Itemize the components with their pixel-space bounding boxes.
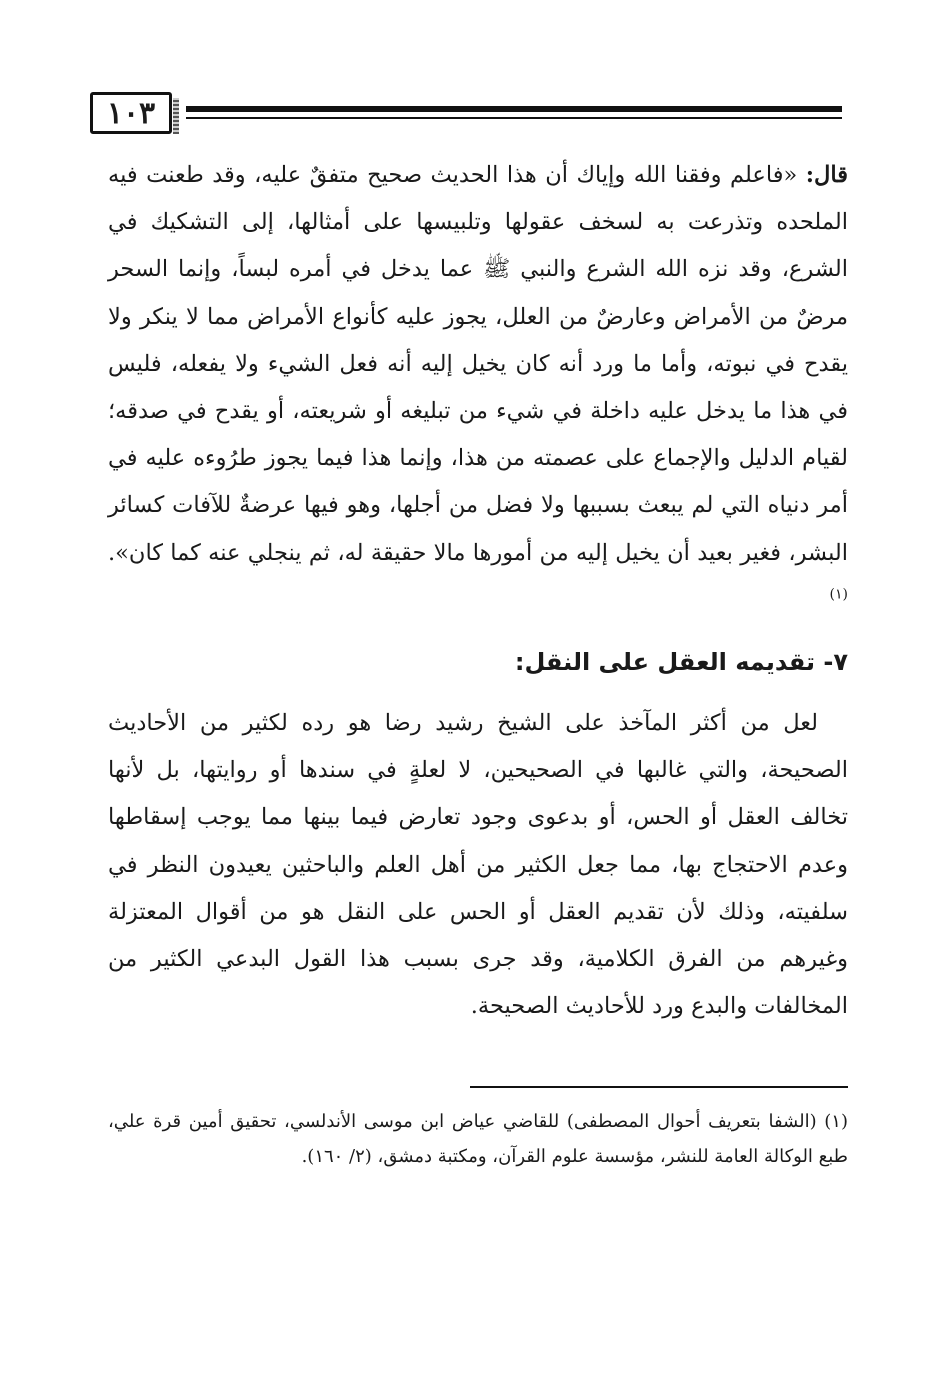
page-header: [90, 92, 842, 142]
paragraph-quote: [108, 152, 848, 624]
page-number: ١٠٣: [90, 92, 172, 134]
header-rule-thick: [186, 106, 842, 112]
paragraph-quote-text: «فاعلم وفقنا الله وإياك أن هذا الحديث صحيح متفقٌ عليه، وقد طعنت فيه الملحده وتذرعت به لسخف عقولها وتلبيسها على أمثالها، إلى التشكيك في الشرع، وقد نزه الله الشرع والنبي ﷺ عما يدخل في أمره لبساً، وإنما السحر مرضٌ من الأمراض وعارضٌ من العلل، يجوز عليه كأنواع الأمراض مما لا ينكر ولا يقدح في نبوته، وأما ما ورد أنه كان يخيل إليه أنه فعل الشيء ولا يفعله، فليس في هذا ما يدخل عليه داخلة في شيء من تبليغه أو شريعته، أو يقدح في صدقه؛ لقيام الدليل والإجماع على عصمته من هذا، وإنما هذا فيما يجوز طرُوءه عليه في أمر دنياه التي لم يبعث بسببها ولا فضل من أجلها، وهو فيها عرضةٌ للآفات كسائر البشر، فغير بعيد أن يخيل إليه من أمورها مالا حقيقة له، ثم ينجلي عنه كما كان».: [108, 162, 848, 566]
paragraph-lead: قال:: [805, 162, 848, 188]
main-text: [108, 152, 848, 1030]
footnote-separator: [470, 1086, 848, 1088]
paragraph-body: لعل من أكثر المآخذ على الشيخ رشيد رضا هو رده لكثير من الأحاديث الصحيحة، والتي غالبها في الصحيحين، لا لعلةٍ في سندها أو روايتها، بل لأنها تخالف العقل أو الحس، أو بدعوى وجود تعارض فيما بينها مما يوجب إسقاطها وعدم الاحتجاج بها، مما جعل الكثير من أهل العلم والباحثين يعيدون النظر في سلفيته، وذلك لأن تقديم العقل أو الحس على النقل هو من أقوال المعتزلة وغيرهم من الفرق الكلامية، وقد جرى بسبب هذا القول البدعي الكثير من المخالفات والبدع ورد للأحاديث الصحيحة.: [108, 710, 848, 1020]
section-heading: ٧- تقديمه العقل على النقل:: [514, 648, 848, 677]
header-rule-thin: [186, 117, 842, 119]
footnote: (١) (الشفا بتعريف أحوال المصطفى) للقاضي عياض ابن موسى الأندلسي، تحقيق أمين قرة علي، طبع الوكالة العامة للنشر، مؤسسة علوم القرآن، ومكتبة دمشق، (٢/ ١٦٠).: [108, 1111, 848, 1167]
footnote-reference: (١): [829, 586, 848, 603]
